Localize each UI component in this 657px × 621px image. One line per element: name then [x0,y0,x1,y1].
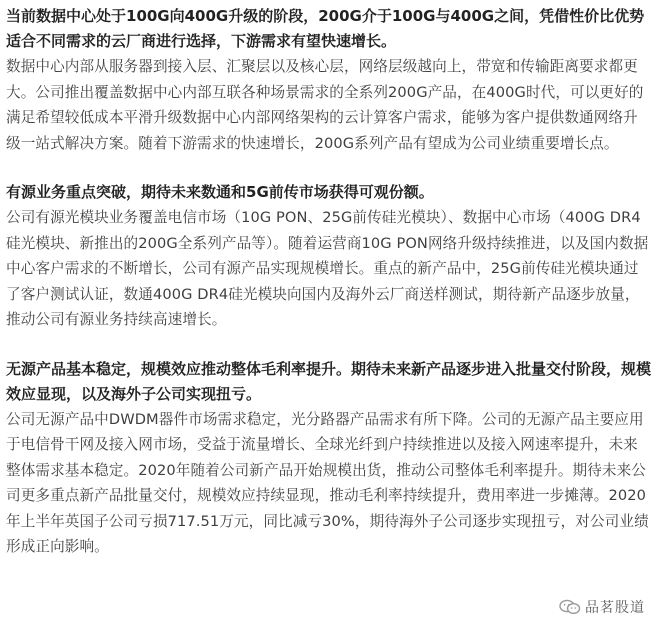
section-passive-products [6,357,651,560]
section-heading: 无源产品基本稳定，规模效应推动整体毛利率提升。期待未来新产品逐步进入批量交付阶段，规模效应显现，以及海外子公司实现扭亏。 [6,359,652,403]
section-heading: 当前数据中心处于100G向400G升级的阶段，200G介于100G与400G之间，凭借性价比优势适合不同需求的云厂商进行选择，下游需求有望快速增长。 [6,7,645,50]
section-paragraph: 公司无源产品中DWDM器件市场需求稳定，光分路器产品需求有所下降。公司的无源产品主要应用于电信骨干网及接入网市场，受益于流量增长、全球光纤到户持续推进以及接入网速率提升，未来整体需求基本稳定。2020年随着公司新产品开始规模出货，推动公司整体毛利率提升。期待未来公司更多重点新产品批量交付，规模效应持续显现，推动毛利率持续提升，费用率进一步摊薄。2020年上半年英国子公司亏损717.51万元，同比减亏30%，期待海外子公司逐步实现扭亏，对公司业绩形成正向影响。 [6,410,649,555]
watermark-text: 品茗股道 [585,600,645,616]
section-paragraph: 公司有源光模块业务覆盖电信市场（10G PON、25G前传硅光模块）、数据中心市场（400G DR4硅光模块、新推出的200G全系列产品等）。随着运营商10G PON网络升级持续推进，以及国内数据中心客户需求的不断增长，公司有源产品实现规模增长。重点的新产品中，25G前传硅光模块通过了客户测试认证，数通400G DR4硅光模块向国内及海外云厂商送样测试，期待新产品逐步放量，推动公司有源业务持续高速增长。 [6,209,649,328]
section-paragraph: 数据中心内部从服务器到接入层、汇聚层以及核心层，网络层级越向上，带宽和传输距离要求都更大。公司推出覆盖数据中心内部互联各种场景需求的全系列200G产品，在400G时代，可以更好的满足希望较低成本平滑升级数据中心内部网络架构的云计算客户需求，能够为客户提供数通网络升级一站式解决方案。随着下游需求的快速增长，200G系列产品有望成为公司业绩重要增长点。 [6,58,644,152]
section-heading: 有源业务重点突破，期待未来数通和5G前传市场获得可观份额。 [6,183,434,201]
wechat-icon [559,599,581,615]
document-body [6,4,651,560]
section-active-business [6,180,651,333]
watermark [557,597,647,617]
section-datacenter-200g [6,4,651,156]
